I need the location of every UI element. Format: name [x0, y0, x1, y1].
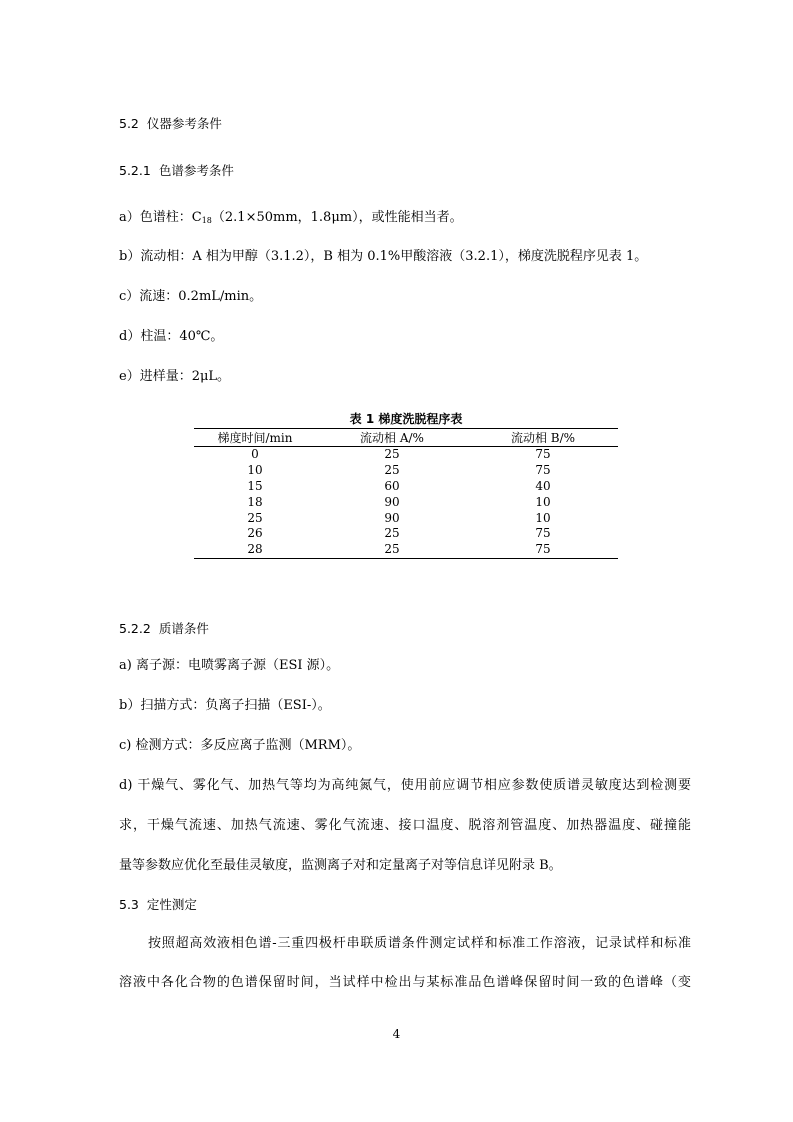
ms-gas-paragraph-line: 量等参数应优化至最佳灵敏度，监测离子对和定量离子对等信息详见附录 B。	[119, 858, 562, 873]
lc-column-item: a）色谱柱：$C_{18}(2.1\times 50mm$，1.8μm），或性能相当者。	[119, 210, 463, 225]
ms-gas-paragraph-line: d) 干燥气、雾化气、加热气等均为高纯氮气，使用前应调节相应参数使质谱灵敏度达到检测要	[119, 778, 691, 793]
table-row: 15 60 40	[247, 478, 551, 493]
section-title: 仪器参考条件	[146, 116, 222, 131]
section-heading-5-2-1	[119, 163, 234, 179]
section-number: 5.2.1	[119, 163, 151, 178]
section-title: 质谱条件	[158, 621, 209, 636]
lc-column-temp-item: d）柱温：40℃。	[119, 329, 224, 344]
section-number: 5.2	[119, 116, 139, 131]
section-heading-5-3	[119, 897, 197, 913]
section-heading-5-2	[119, 116, 222, 132]
gradient-table	[194, 428, 618, 559]
table-header-cell: 梯度时间/min	[194, 429, 316, 447]
page-number: 4	[392, 1027, 401, 1041]
table-header-cell: 流动相 A/%	[316, 429, 468, 447]
section-heading-5-2-2	[119, 621, 209, 637]
section-title: 定性测定	[146, 897, 197, 912]
lc-injection-volume-item: e）进样量：2μL。	[119, 369, 231, 384]
table-header-cell: 流动相 B/%	[468, 429, 618, 447]
table-row: 0 25 75	[251, 447, 551, 462]
section-number: 5.3	[119, 897, 139, 912]
table-row: 18 90 10	[247, 494, 551, 509]
ms-scan-mode-item: b）扫描方式：负离子扫描（ESI-）。	[119, 698, 331, 713]
section-title: 色谱参考条件	[158, 163, 234, 178]
lc-mobile-phase-item: b）流动相：A 相为甲醇（3.1.2），B 相为 0.1%甲酸溶液（3.2.1），梯度洗脱程序见表 1。	[119, 249, 648, 264]
qualitative-paragraph-line: 按照超高效液相色谱-三重四极杆串联质谱条件测定试样和标准工作溶液，记录试样和标准	[148, 936, 691, 951]
ms-ion-source-item: a) 离子源：电喷雾离子源（ESI 源）。	[119, 658, 340, 673]
lc-flow-rate-item: c）流速：0.2mL/min。	[119, 289, 263, 304]
qualitative-paragraph-line: 溶液中各化合物的色谱保留时间，当试样中检出与某标准品色谱峰保留时间一致的色谱峰（变	[119, 975, 691, 990]
ms-gas-paragraph-line: 求，干燥气流速、加热气流速、雾化气流速、接口温度、脱溶剂管温度、加热器温度、碰撞能	[119, 818, 691, 833]
table-row: 10 25 75	[247, 463, 551, 478]
table-row: 28 25 75	[194, 542, 618, 558]
table-row: 26 25 75	[247, 526, 551, 541]
table-header-row	[194, 429, 618, 447]
section-number: 5.2.2	[119, 621, 151, 636]
table-caption: 表 1 梯度洗脱程序表	[349, 412, 463, 426]
table-row: 25 90 10	[247, 510, 551, 525]
ms-detection-mode-item: c) 检测方式：多反应离子监测（MRM）。	[119, 738, 361, 753]
